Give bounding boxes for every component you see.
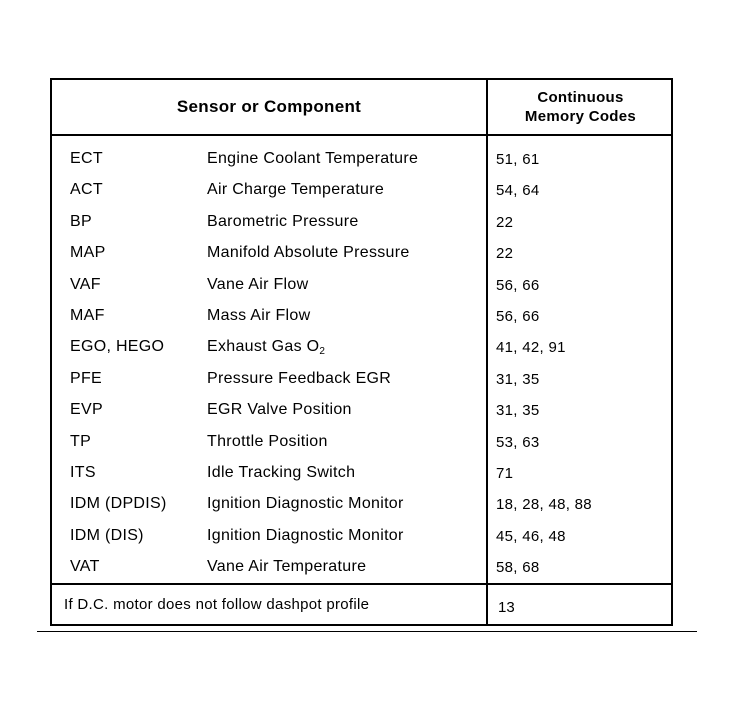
memory-codes: 56, 66: [496, 276, 540, 294]
memory-codes: 58, 68: [496, 559, 540, 577]
sensor-abbreviation: IDM (DPDIS): [70, 495, 167, 513]
sensor-name: [207, 338, 325, 357]
header-rule: [52, 134, 671, 136]
table-row: [52, 489, 671, 520]
table-row: [52, 458, 671, 489]
sensor-abbreviation: IDM (DIS): [70, 526, 144, 544]
sensor-name-text: Exhaust Gas O: [207, 338, 320, 356]
sensor-name: Ignition Diagnostic Monitor: [207, 526, 404, 544]
memory-codes: 51, 61: [496, 151, 540, 168]
page-bottom-rule: [37, 631, 697, 632]
memory-codes: 22: [496, 245, 514, 263]
sensor-abbreviation: ECT: [70, 150, 103, 167]
sensor-name: Idle Tracking Switch: [207, 463, 356, 481]
footer-condition: If D.C. motor does not follow dashpot profile: [64, 596, 370, 613]
sensor-abbreviation: VAF: [70, 275, 101, 293]
memory-codes: 22: [496, 213, 514, 231]
table-row: [52, 395, 671, 426]
sensor-name: Air Charge Temperature: [207, 181, 385, 199]
memory-codes: 31, 35: [496, 370, 540, 388]
memory-codes: 54, 64: [496, 182, 540, 200]
sensor-abbreviation: ITS: [70, 463, 96, 481]
sensor-name: Engine Coolant Temperature: [207, 150, 419, 167]
table-row: [52, 427, 671, 458]
memory-codes: 31, 35: [496, 402, 540, 420]
oxygen-subscript: 2: [319, 346, 326, 358]
codes-column-header: [488, 80, 673, 134]
sensor-abbreviation: EVP: [70, 401, 103, 419]
sensor-name: Vane Air Flow: [207, 275, 309, 293]
sensor-abbreviation: BP: [70, 212, 92, 230]
sensor-abbreviation: EGO, HEGO: [70, 338, 165, 356]
sensor-name: Ignition Diagnostic Monitor: [207, 495, 404, 513]
sensor-name: Vane Air Temperature: [207, 558, 367, 576]
sensor-name: Mass Air Flow: [207, 306, 311, 324]
table-row: [52, 364, 671, 395]
memory-codes: 53, 63: [496, 433, 540, 451]
table-row: [52, 175, 671, 206]
table-row: [52, 552, 671, 583]
table-row: [52, 238, 671, 269]
sensor-abbreviation: MAP: [70, 244, 106, 262]
sensor-abbreviation: ACT: [70, 181, 103, 199]
sensor-column-header: Sensor or Component: [176, 97, 362, 116]
sensor-abbreviation: MAF: [70, 306, 105, 324]
sensor-name: Manifold Absolute Pressure: [207, 244, 410, 262]
memory-codes: 56, 66: [496, 307, 540, 325]
table-row: [52, 207, 671, 238]
sensor-abbreviation: VAT: [70, 558, 100, 576]
memory-codes: 18, 28, 48, 88: [496, 496, 592, 514]
footer-code: 13: [498, 599, 515, 616]
memory-codes: 41, 42, 91: [496, 339, 566, 357]
memory-codes: 45, 46, 48: [496, 527, 566, 545]
table-row: [52, 144, 671, 175]
table-body: [52, 144, 671, 583]
table-row: [52, 332, 671, 363]
sensor-name: EGR Valve Position: [207, 401, 352, 419]
sensor-codes-table: [50, 78, 673, 626]
sensor-abbreviation: TP: [70, 432, 92, 450]
memory-codes: 71: [496, 464, 514, 482]
codes-header-line1: Continuous: [537, 89, 624, 106]
table-row: [52, 270, 671, 301]
table-row: [52, 521, 671, 552]
sensor-name: Pressure Feedback EGR: [207, 369, 392, 387]
sensor-name: Throttle Position: [207, 432, 328, 450]
codes-header-line2: Memory Codes: [524, 108, 637, 125]
table-row: [52, 301, 671, 332]
sensor-name: Barometric Pressure: [207, 212, 359, 230]
sensor-abbreviation: PFE: [70, 369, 103, 387]
